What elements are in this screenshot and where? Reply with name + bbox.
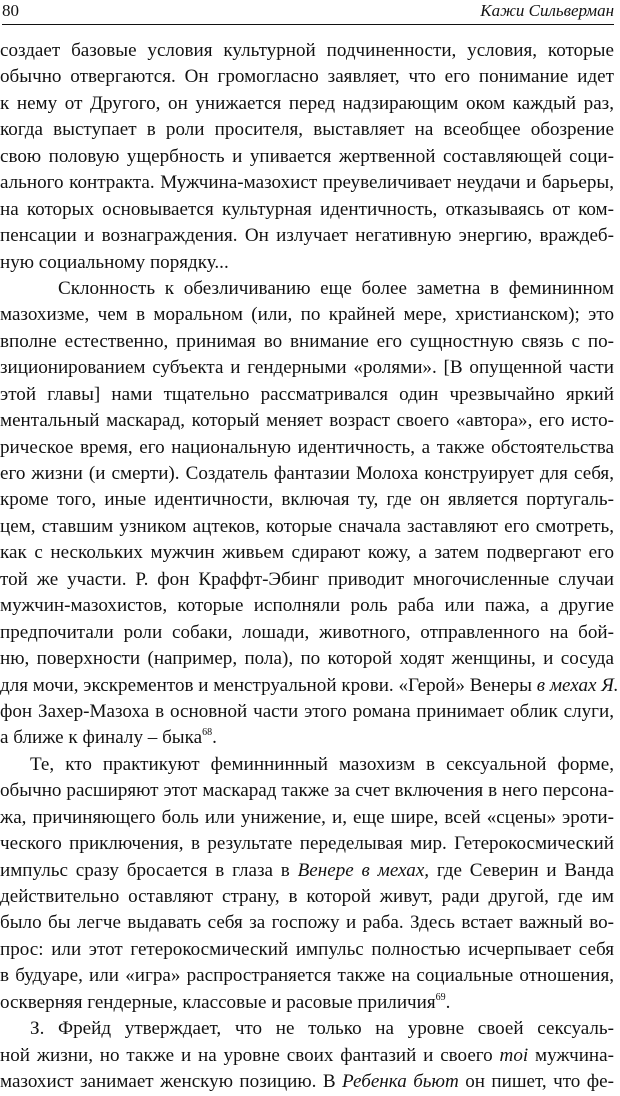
text-line — [0, 1043, 614, 1069]
running-header — [2, 0, 614, 25]
text-line: Те, кто практикуют феминнинный мазохизм в сексуальной форме, — [30, 753, 614, 775]
text-line: на которых основывается культурная идентичность, отказываясь от ком- — [0, 198, 614, 220]
text-line: кроме того, иные идентичности, включая ту, где он является португаль- — [0, 489, 614, 511]
text-line: вполне естественно, принимая во внимание его сущностную связь с по- — [0, 330, 614, 352]
text-line — [0, 990, 614, 1016]
text-line: предпочитали роли собаки, лошади, животного, отправленного на бой- — [0, 621, 614, 643]
text-line: ческого приключения, в результате переделывая мир. Гетерокосмический — [0, 833, 614, 855]
text-line: а ближе к финалу – быка$^{68}$. — [0, 727, 217, 749]
italic-title: Венере в мехах, — [297, 859, 430, 881]
text-segment: импульс сразу бросается в глаза в — [0, 859, 298, 881]
italic-title: в мехах Я. — [536, 674, 619, 696]
text-line: когда выступает в роли просителя, выставляет на всеобщее обозрение — [0, 119, 614, 141]
italic-title: Ребенка бьют — [342, 1071, 459, 1093]
text-segment: мазохист занимает женскую позицию. В — [0, 1071, 343, 1093]
text-segment: а ближе к финалу – быка — [0, 727, 203, 749]
text-line: было бы легче выдавать себя за госпожу и раба. Здесь встает важный во- — [0, 912, 614, 934]
text-line: создает базовые условия культурной подчиненности, условия, которые — [0, 40, 614, 61]
paragraph — [0, 752, 614, 1016]
text-segment: для мочи, экскрементов и менструальной крови. «Герой» Венеры — [0, 674, 537, 696]
text-line: к нему от Другого, он унижается перед надзирающим оком каждый раз, — [0, 92, 614, 114]
text-line: цем, ставшим узником ацтеков, которые сначала заставляют его смотреть, — [0, 515, 614, 537]
text-line: мужчин-мазохистов, которые исполняли роль раба или пажа, а другие — [0, 595, 614, 617]
running-title: Кажи Сильверман — [480, 1, 614, 20]
text-segment: ной жизни, но также и на уровне своих фантазий и своего — [0, 1044, 500, 1066]
text-line — [0, 1069, 614, 1095]
text-line: ментальный маскарад, который меняет возраст своего «автора», его истo- — [0, 410, 614, 432]
text-line: свою половую ущербность и упивается жертвенной составляющей соци- — [0, 145, 614, 167]
text-line: этой главы] нами тщательно рассматривался один чрезвычайно яркий — [0, 383, 614, 405]
text-line: фон Захер-Мазоха в основной части этого романа принимает облик слуги, — [0, 700, 614, 722]
text-line: обычно отвергаются. Он громогласно заявляет, что его понимание идет — [0, 66, 614, 88]
text-line: его жизни (и смерти). Создатель фантазии Молоха конструирует для себя, — [0, 463, 614, 484]
text-segment: он пишет, что фе- — [458, 1071, 614, 1093]
text-line: ню, поверхности (например, пола), по которой ходят женщины, и сосуда — [0, 648, 614, 670]
text-segment: оскверняя гендерные, классовые и расовые приличия — [0, 991, 436, 1013]
text-line: пенсации и вознаграждения. Он излучает негативную энергию, враждеб- — [0, 225, 614, 247]
text-segment: . — [445, 991, 451, 1013]
text-line: З. Фрейд утверждает, что не только на уровне своей сексуаль- — [30, 1018, 614, 1040]
text-line: прос: или этот гетерокосмический импульс полностью исчерпывает себя — [0, 938, 614, 960]
text-line: в будуаре, или «игра» распространяется также на социальные отношения, — [0, 965, 614, 987]
text-line: рическое время, его национальную идентичность, а также обстоятельства — [0, 436, 614, 458]
text-segment: мужчина- — [528, 1044, 614, 1066]
text-segment: где Северин и Ванда — [429, 859, 615, 881]
paragraph — [0, 276, 619, 752]
text-line: мазохизме, чем в моральном (или, по крайней мере, христианском); это — [0, 304, 614, 326]
page-number: 80 — [2, 1, 19, 20]
footnote-marker: 69 — [435, 991, 446, 1003]
footnote-marker: 68 — [202, 727, 213, 739]
text-line: Склонность к обезличиванию еще более заметна в фемининном — [58, 277, 614, 299]
text-line: той же участи. Р. фон Краффт-Эбинг приводит многочисленные случаи — [0, 568, 614, 590]
text-line: обычно расширяют этот маскарад также за счет включения в него персона- — [0, 780, 614, 802]
text-line — [0, 858, 614, 884]
text-line — [0, 673, 619, 699]
text-line: действительно оставляют страну, в которой живут, ради другой, где им — [0, 886, 614, 907]
text-line: как с нескольких мужчин живьем сдирают кожу, а затем подвергают его — [0, 542, 614, 564]
paragraph — [0, 1016, 614, 1095]
text-line: ального контракта. Мужчина-мазохист преувеличивает неудачи и барьеры, — [0, 172, 614, 194]
text-line: зиционированием субъекта и гендерными «ролями». [В опущенной части — [0, 357, 614, 379]
italic-word: moi — [499, 1044, 529, 1066]
text-line: жа, причиняющего боль или унижение, и, еще шире, всей «сцены» эроти- — [0, 806, 614, 828]
paragraph — [0, 38, 614, 276]
text-line: ную социальному порядку... — [0, 251, 229, 273]
body-text — [0, 38, 619, 1096]
